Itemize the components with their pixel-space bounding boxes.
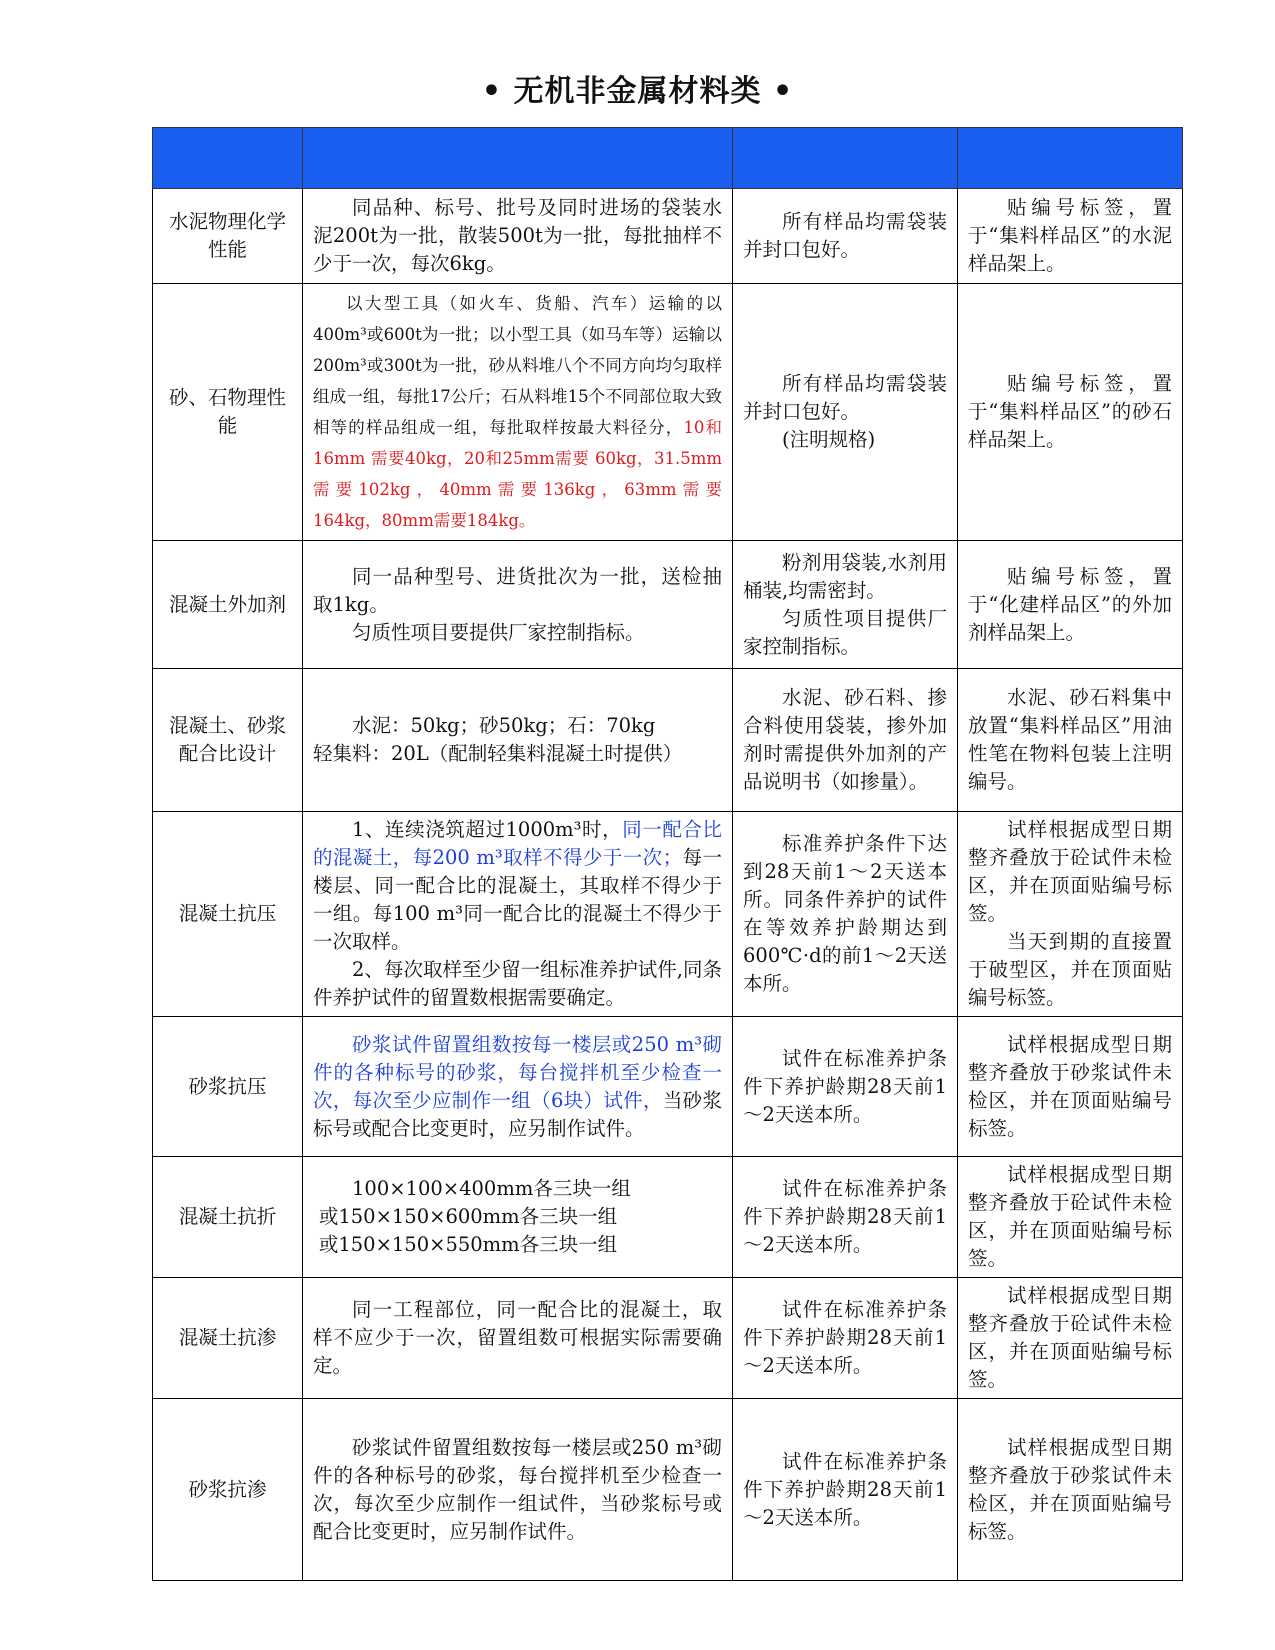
storage-cell — [958, 1278, 1183, 1399]
storage-text: 贴编号标签，置于“集料样品区”的砂石样品架上。 — [968, 372, 1172, 451]
sampling-cell — [303, 189, 733, 284]
table-row — [153, 284, 1183, 541]
storage-text: 当天到期的直接置于破型区，并在顶面贴编号标签。 — [968, 930, 1172, 1009]
packing-cell — [733, 189, 958, 284]
sampling-text: 砂浆试件留置组数按每一楼层或250 m³砌件的各种标号的砂浆，每台搅拌机至少检查一次，每次至少应制作一组试件，当砂浆标号或配合比变更时，应另制作试件。 — [313, 1435, 722, 1543]
table-row — [153, 1017, 1183, 1157]
storage-text: 试样根据成型日期整齐叠放于砼试件未检区，并在顶面贴编号标签。 — [968, 818, 1172, 925]
packing-text: 试件在标准养护条件下养护龄期28天前1～2天送本所。 — [743, 1449, 947, 1529]
item-name-cell: 砂浆抗压 — [153, 1017, 303, 1157]
packing-cell — [733, 284, 958, 541]
sampling-text: 匀质性项目要提供厂家控制指标。 — [352, 620, 645, 644]
packing-cell — [733, 669, 958, 812]
packing-cell — [733, 1399, 958, 1581]
storage-cell — [958, 812, 1183, 1017]
storage-cell — [958, 189, 1183, 284]
storage-text: 试样根据成型日期整齐叠放于砼试件未检区，并在顶面贴编号标签。 — [968, 1284, 1172, 1391]
packing-text: 所有样品均需袋装并封口包好。 — [743, 210, 947, 261]
item-name-cell: 砂、石物理性能 — [153, 284, 303, 541]
storage-cell — [958, 284, 1183, 541]
sampling-text-highlight: 10和16mm 需要40kg，20和25mm需要 60kg，31.5mm需要102kg，40mm需要136kg，63mm需要164kg，80mm需要184kg。 — [313, 418, 723, 530]
table-header-row — [153, 128, 1183, 189]
sampling-text: 同一工程部位，同一配合比的混凝土，取样不应少于一次，留置组数可根据实际需要确定。 — [313, 1298, 722, 1377]
sampling-cell — [303, 1017, 733, 1157]
table-row — [153, 189, 1183, 284]
sampling-text: 同一品种型号、进货批次为一批，送检抽取1kg。 — [313, 564, 722, 616]
sampling-text-main: 以大型工具（如火车、货船、汽车）运输的以400m³或600t为一批；以小型工具（如马车等）运输以200m³或300t为一批，砂从料堆八个不同方向均匀取样组成一组，每批17公斤；石从料堆15个不同部位取大致相等的样品组成一组，每批取样按最大料径分， — [313, 294, 722, 437]
packing-cell — [733, 1278, 958, 1399]
item-name-cell: 混凝土外加剂 — [153, 541, 303, 669]
packing-text: 匀质性项目提供厂家控制指标。 — [743, 606, 947, 658]
sampling-text: 或150×150×550mm各三块一组 — [318, 1233, 618, 1256]
sampling-text: 同品种、标号、批号及同时进场的袋装水泥200t为一批，散装500t为一批，每批抽样不少于一次，每次6kg。 — [313, 196, 722, 275]
sampling-cell — [303, 284, 733, 541]
table-row — [153, 541, 1183, 669]
packing-text: 所有样品均需袋装并封口包好。 — [743, 372, 947, 423]
table-row — [153, 669, 1183, 812]
storage-cell — [958, 1017, 1183, 1157]
header-cell-item — [153, 128, 303, 189]
item-name-cell: 混凝土抗压 — [153, 812, 303, 1017]
sampling-text: 或150×150×600mm各三块一组 — [318, 1205, 618, 1228]
packing-text: 粉剂用袋装,水剂用桶装,均需密封。 — [743, 550, 947, 602]
table-row — [153, 1278, 1183, 1399]
storage-text: 试样根据成型日期整齐叠放于砂浆试件未检区，并在顶面贴编号标签。 — [968, 1435, 1172, 1543]
packing-text: 试件在标准养护条件下养护龄期28天前1～2天送本所。 — [743, 1177, 947, 1256]
packing-text: 试件在标准养护条件下养护龄期28天前1～2天送本所。 — [743, 1046, 947, 1126]
sampling-text — [313, 1031, 722, 1143]
sampling-text: 轻集料：20L（配制轻集料混凝土时提供） — [313, 742, 683, 765]
header-cell-sampling — [303, 128, 733, 189]
packing-cell — [733, 1157, 958, 1278]
sampling-text-highlight: 同一配合比的混凝土，每200 m³取样不得少于一次； — [313, 818, 722, 869]
sampling-text — [313, 288, 722, 536]
sampling-text-part: 当砂浆标号或配合比变更时，应另制作试件。 — [313, 1088, 722, 1140]
storage-text: 水泥、砂石料集中放置“集料样品区”用油性笔在物料包装上注明编号。 — [968, 686, 1172, 793]
sampling-text: 100×100×400mm各三块一组 — [352, 1177, 631, 1200]
storage-cell — [958, 541, 1183, 669]
table-row — [153, 1157, 1183, 1278]
packing-cell — [733, 1017, 958, 1157]
storage-text: 试样根据成型日期整齐叠放于砂浆试件未检区，并在顶面贴编号标签。 — [968, 1032, 1172, 1140]
packing-cell — [733, 541, 958, 669]
packing-text: 标准养护条件下达到28天前1～2天送本所。同条件养护的试件在等效养护龄期达到600℃·d的前1～2天送本所。 — [743, 832, 947, 995]
item-name-cell: 混凝土抗渗 — [153, 1278, 303, 1399]
item-name-cell: 水泥物理化学性能 — [153, 189, 303, 284]
packing-text: 试件在标准养护条件下养护龄期28天前1～2天送本所。 — [743, 1298, 947, 1377]
packing-note: (注明规格) — [782, 428, 876, 451]
storage-text: 贴编号标签，置于“集料样品区”的水泥样品架上。 — [968, 196, 1172, 275]
header-cell-packing — [733, 128, 958, 189]
page-title: • 无机非金属材料类 • — [481, 74, 794, 109]
table-row — [153, 812, 1183, 1017]
storage-cell — [958, 669, 1183, 812]
sampling-text: 水泥：50kg；砂50kg；石：70kg — [352, 714, 656, 737]
sampling-cell — [303, 669, 733, 812]
sampling-text-highlight: 砂浆试件留置组数按每一楼层或250 m³砌件的各种标号的砂浆，每台搅拌机至少检查一次，每次至少应制作一组（6块）试件， — [313, 1032, 722, 1112]
storage-cell — [958, 1399, 1183, 1581]
item-name-cell: 混凝土、砂浆配合比设计 — [153, 669, 303, 812]
sampling-cell — [303, 1157, 733, 1278]
item-name-cell: 砂浆抗渗 — [153, 1399, 303, 1581]
sample-table — [152, 127, 1183, 1581]
header-cell-storage — [958, 128, 1183, 189]
sampling-text: 2、每次取样至少留一组标准养护试件,同条件养护试件的留置数根据需要确定。 — [313, 958, 722, 1009]
storage-text: 贴编号标签，置于“化建样品区”的外加剂样品架上。 — [968, 564, 1172, 644]
sampling-text — [313, 816, 722, 956]
packing-cell — [733, 812, 958, 1017]
sampling-cell — [303, 1278, 733, 1399]
sampling-cell — [303, 812, 733, 1017]
sampling-cell — [303, 541, 733, 669]
sampling-text-part: 1、连续浇筑超过1000m³时， — [352, 818, 623, 841]
storage-cell — [958, 1157, 1183, 1278]
sampling-cell — [303, 1399, 733, 1581]
storage-text: 试样根据成型日期整齐叠放于砼试件未检区，并在顶面贴编号标签。 — [968, 1163, 1172, 1270]
packing-text: 水泥、砂石料、掺合料使用袋装，掺外加剂时需提供外加剂的产品说明书（如掺量）。 — [743, 686, 947, 793]
table-row — [153, 1399, 1183, 1581]
item-name-cell: 混凝土抗折 — [153, 1157, 303, 1278]
sampling-text-part: 每一楼层、同一配合比的混凝土，其取样不得少于一组。每100 m³同一配合比的混凝土不得少于一次取样。 — [313, 846, 722, 953]
